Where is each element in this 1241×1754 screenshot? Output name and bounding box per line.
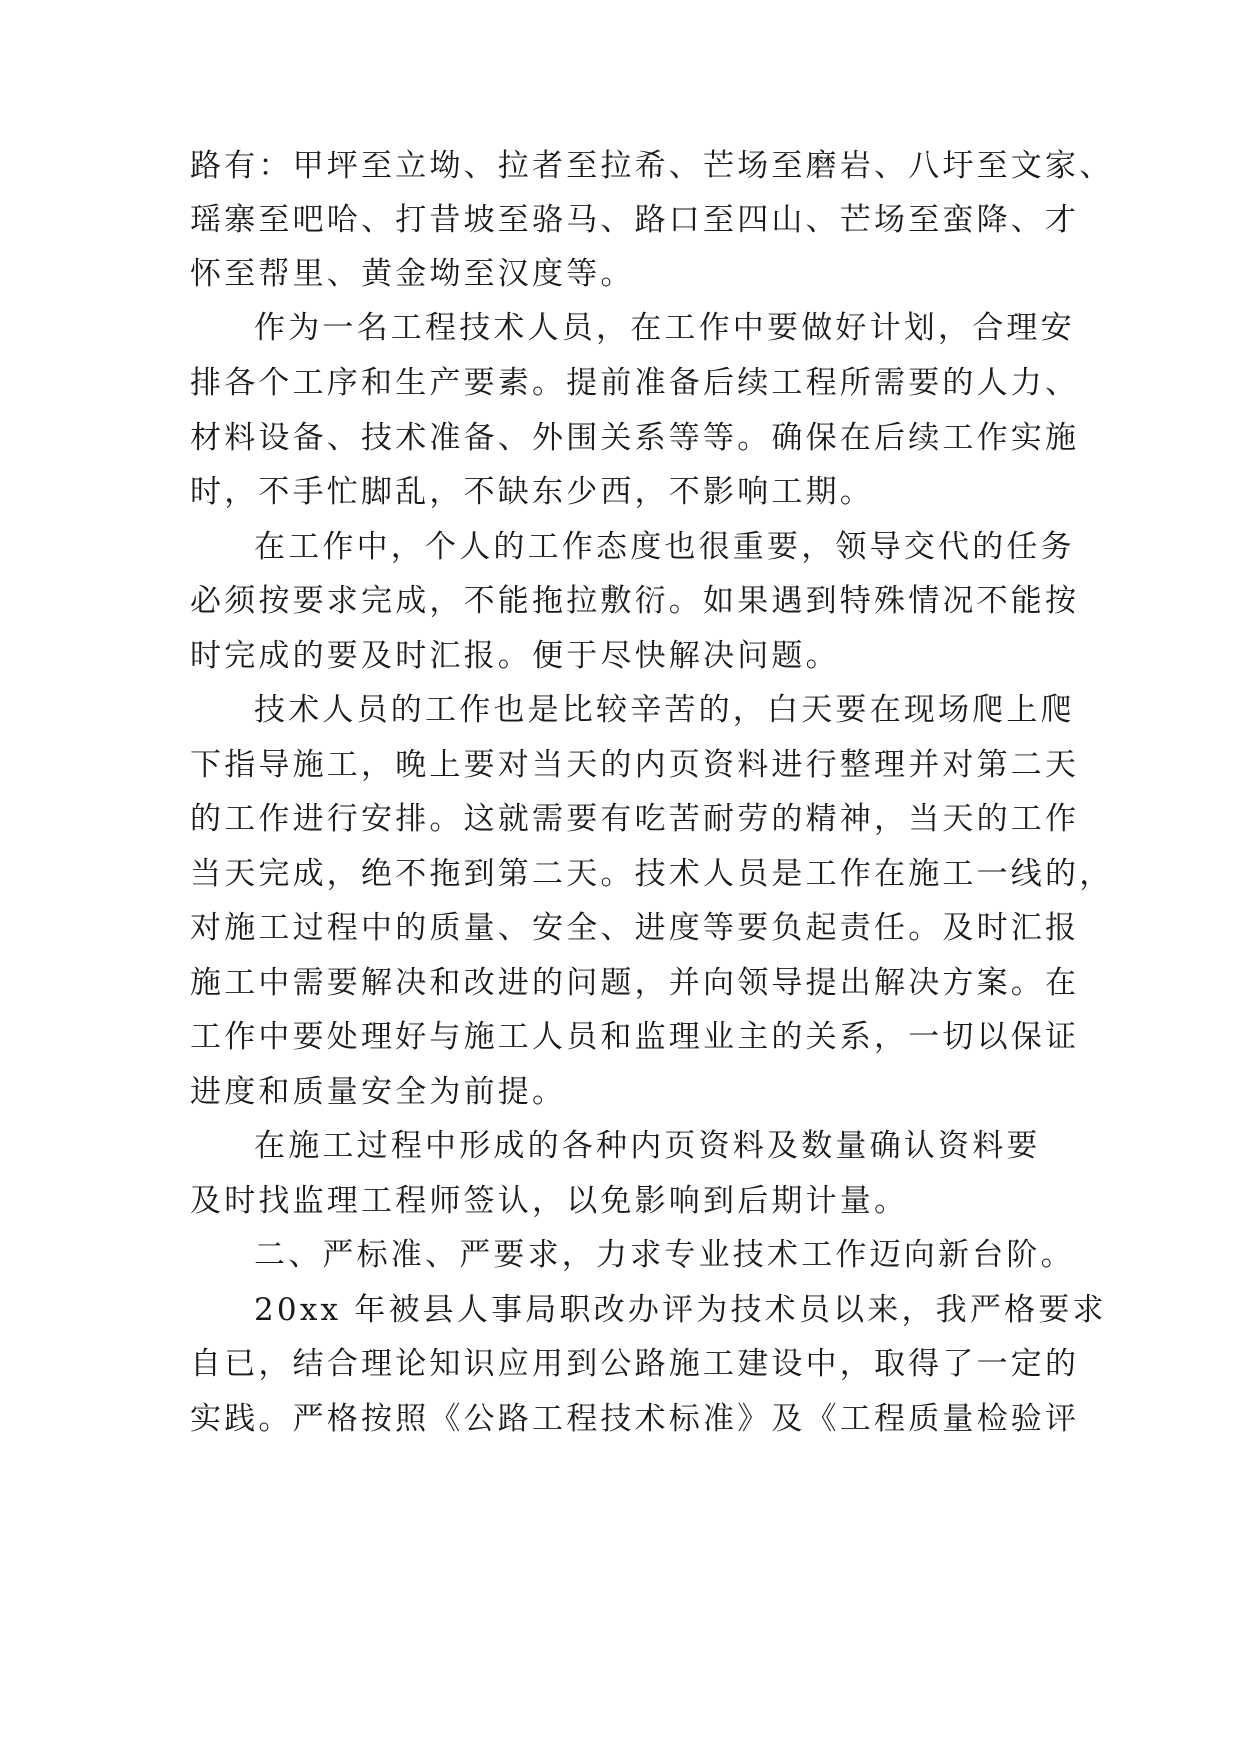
text-line-13: 的工作进行安排。这就需要有吃苦耐劳的精神，当天的工作 [190,801,1080,837]
text-line-1: 路有：甲坪至立坳、拉者至拉希、芒场至磨岩、八圩至文家、 [190,148,1114,184]
section-heading: 二、严标准、严要求，力求专业技术工作迈向新台阶。 [254,1237,1075,1273]
text-line-22: 20xx 年被县人事局职改办评为技术员以来，我严格要求 [254,1292,1107,1328]
text-line-3: 怀至帮里、黄金坳至汉度等。 [190,256,635,292]
text-line-17: 工作中要处理好与施工人员和监理业主的关系，一切以保证 [190,1019,1080,1055]
text-line-7: 时，不手忙脚乱，不缺东少西，不影响工期。 [190,474,874,510]
text-line-2: 瑶寨至吧哈、打昔坡至骆马、路口至四山、芒场至蛮降、才 [190,202,1080,238]
text-line-19: 在施工过程中形成的各种内页资料及数量确认资料要 [254,1128,1041,1164]
text-line-20: 及时找监理工程师签认，以免影响到后期计量。 [190,1183,909,1219]
text-line-14: 当天完成，绝不拖到第二天。技术人员是工作在施工一线的， [190,856,1114,892]
text-line-6: 材料设备、技术准备、外围关系等等。确保在后续工作实施 [190,420,1080,456]
text-line-15: 对施工过程中的质量、安全、进度等要负起责任。及时汇报 [190,910,1080,946]
text-line-8: 在工作中，个人的工作态度也很重要，领导交代的任务 [254,529,1075,565]
text-line-5: 排各个工序和生产要素。提前准备后续工程所需要的人力、 [190,365,1080,401]
text-line-4: 作为一名工程技术人员，在工作中要做好计划，合理安 [254,310,1075,346]
text-line-12: 下指导施工，晚上要对当天的内页资料进行整理并对第二天 [190,747,1080,783]
text-line-11: 技术人员的工作也是比较辛苦的，白天要在现场爬上爬 [254,692,1075,728]
text-line-16: 施工中需要解决和改进的问题，并向领导提出解决方案。在 [190,965,1080,1001]
text-line-23: 自已，结合理论知识应用到公路施工建设中，取得了一定的 [190,1346,1080,1382]
text-line-24: 实践。严格按照《公路工程技术标准》及《工程质量检验评 [190,1401,1080,1437]
text-line-18: 进度和质量安全为前提。 [190,1074,567,1110]
text-line-10: 时完成的要及时汇报。便于尽快解决问题。 [190,638,840,674]
text-line-9: 必须按要求完成，不能拖拉敷衍。如果遇到特殊情况不能按 [190,583,1080,619]
